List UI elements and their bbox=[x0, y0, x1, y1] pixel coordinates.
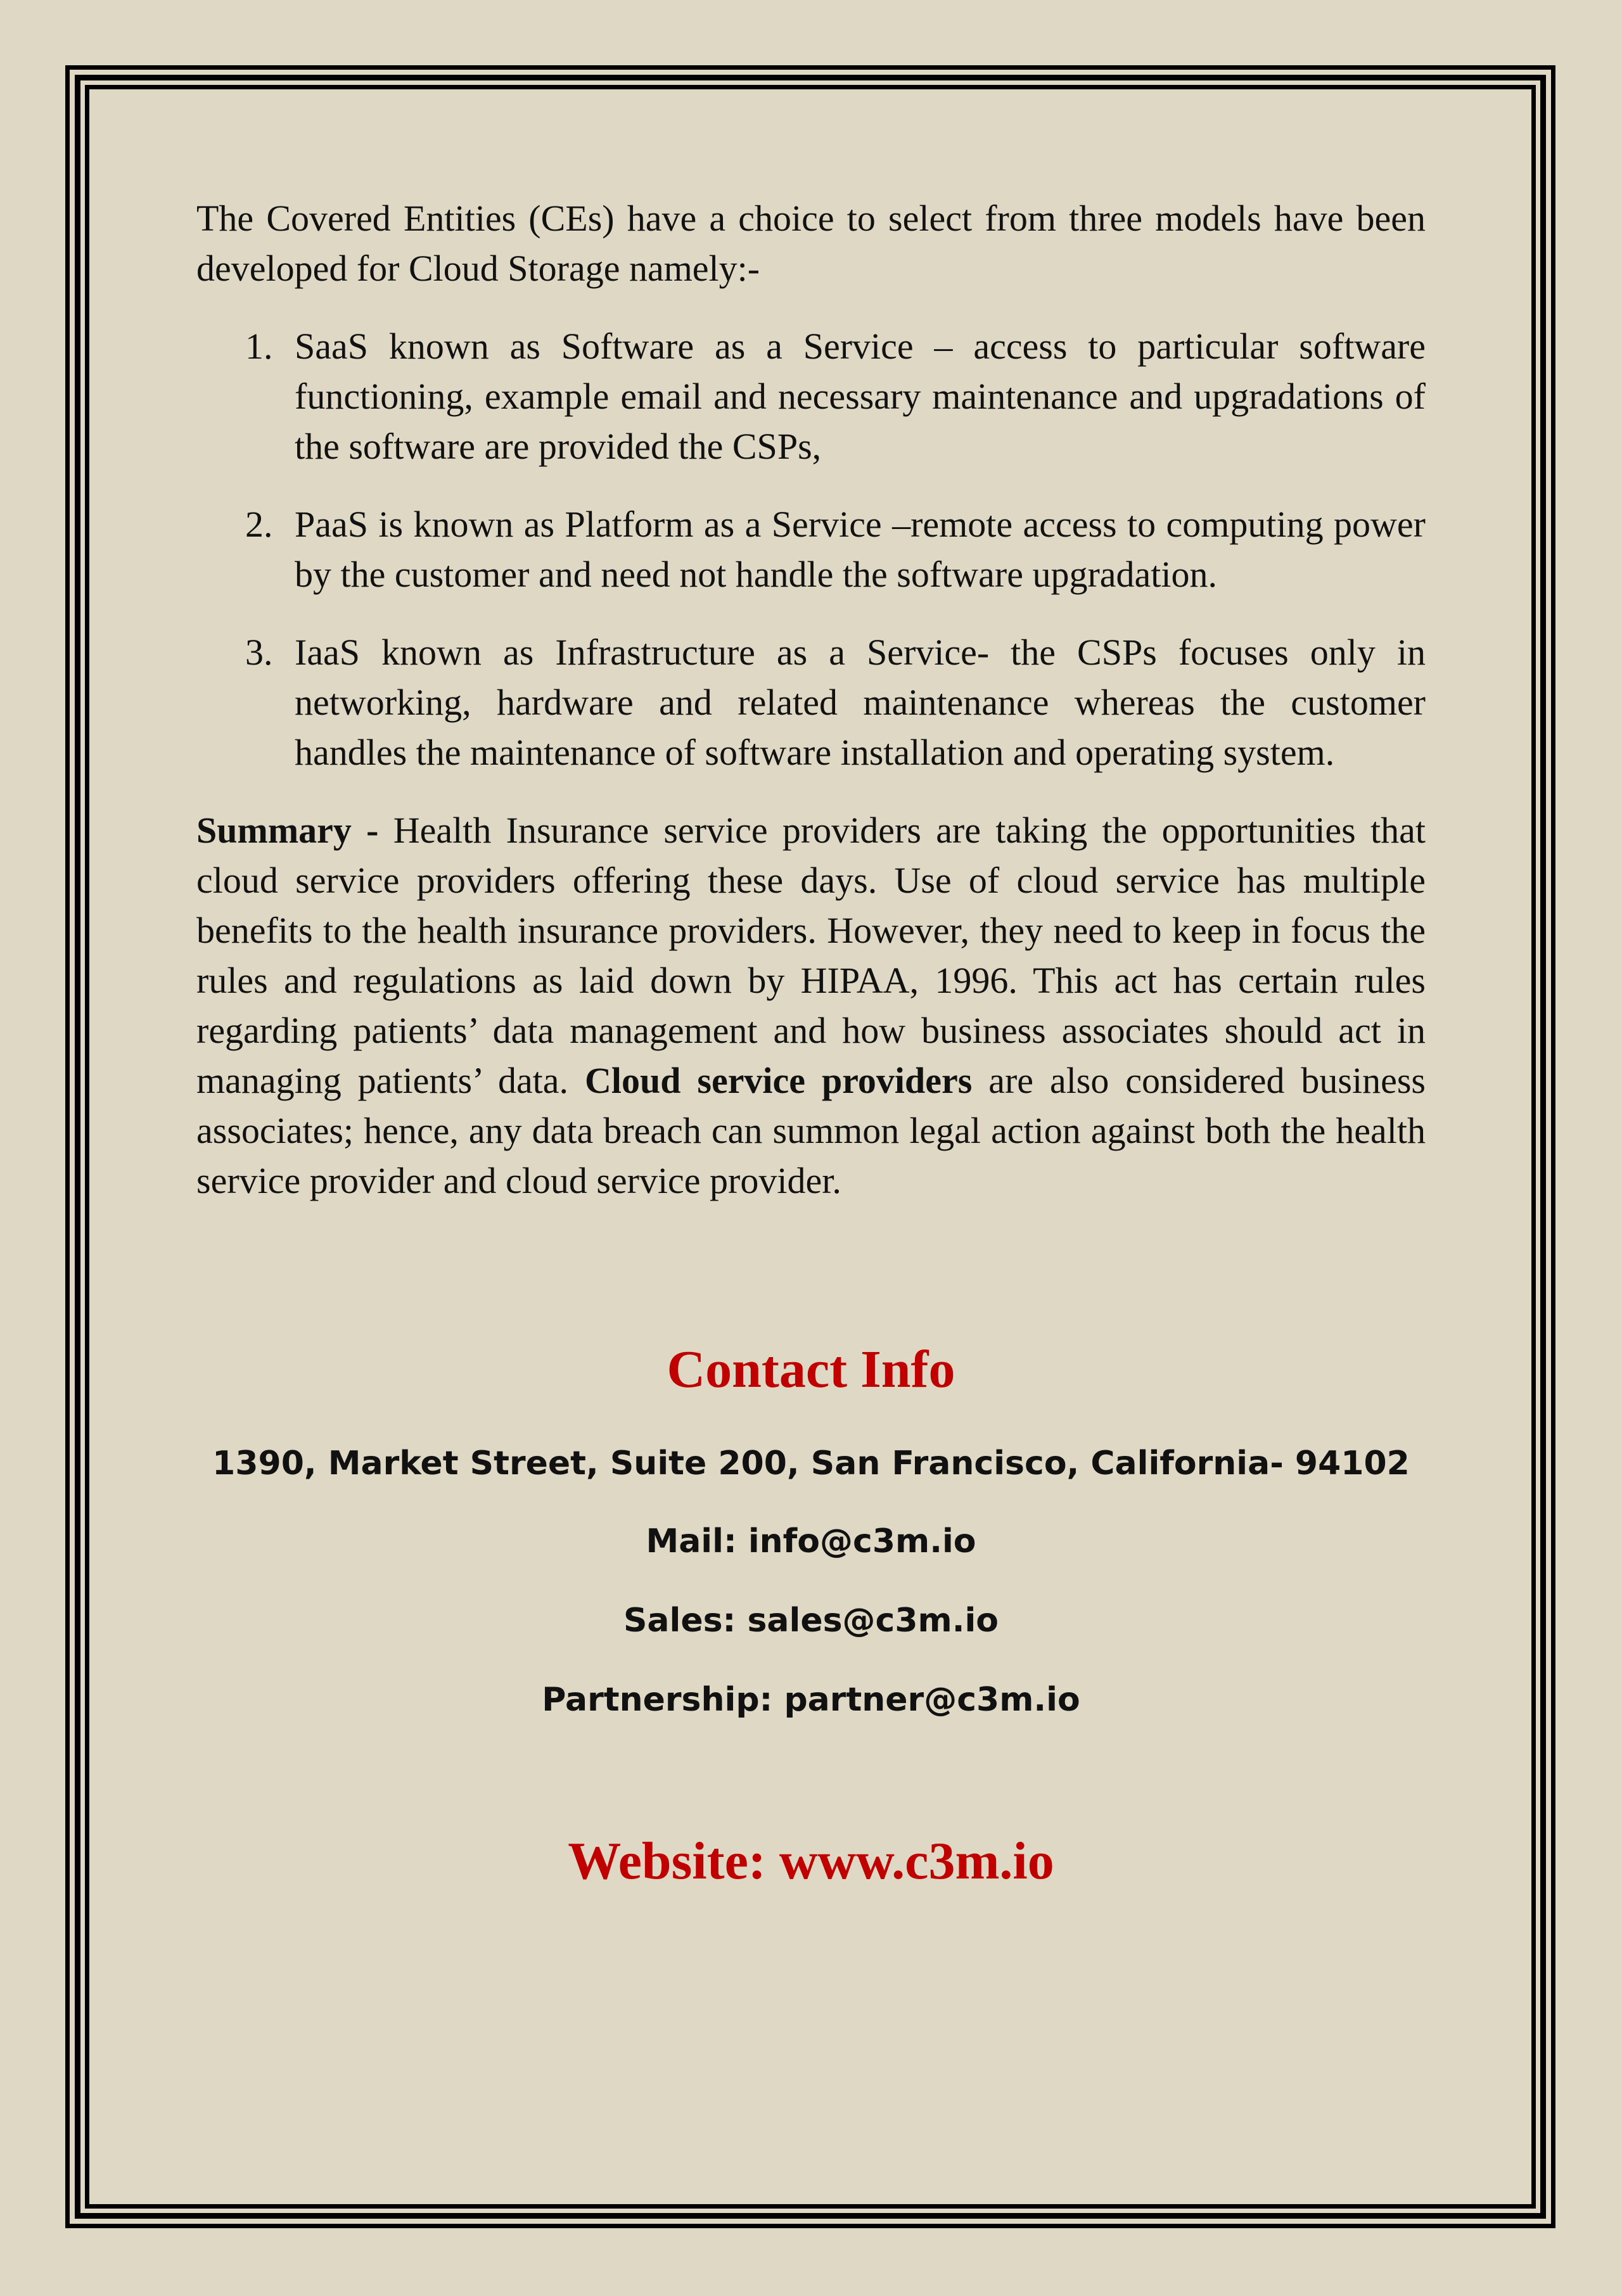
cloud-models-list bbox=[196, 321, 1426, 777]
contact-info-heading: Contact Info bbox=[667, 1340, 955, 1399]
summary-text-part-1: Health Insurance service providers are taking the opportunities that cloud service providers offering these days. Use of cloud service has multiple benefits to the health insurance providers. However, they need to keep in focus the rules and regulations as laid down by HIPAA, 1996. This act has certain rules regarding patients’ data management and how business associates should act in managing patients’ data. bbox=[196, 810, 1426, 1101]
list-item bbox=[196, 499, 1426, 599]
list-item-text: PaaS is known as Platform as a Service –remote access to computing power by the customer and need not handle the software upgradation. bbox=[295, 504, 1426, 595]
summary-bold-phrase: Cloud service providers bbox=[584, 1060, 973, 1101]
list-item-number: 3. bbox=[245, 632, 273, 673]
contact-partnership: Partnership: partner@c3m.io bbox=[542, 1681, 1080, 1719]
list-item-text: SaaS known as Software as a Service – access to particular software functioning, example email and necessary maintenance and upgradations of the software are provided the CSPs, bbox=[295, 326, 1426, 467]
contact-sales: Sales: sales@c3m.io bbox=[623, 1602, 999, 1640]
list-item-text: IaaS known as Infrastructure as a Service- the CSPs focuses only in networking, hardware and related maintenance whereas the customer handles the maintenance of software installation and operating system. bbox=[295, 632, 1426, 773]
document-body bbox=[196, 193, 1426, 1206]
intro-paragraph: The Covered Entities (CEs) have a choice to select from three models have been developed for Cloud Storage namely:- bbox=[196, 198, 1426, 289]
list-item bbox=[196, 321, 1426, 471]
summary-paragraph bbox=[196, 805, 1426, 1206]
contact-address: 1390, Market Street, Suite 200, San Francisco, California- 94102 bbox=[212, 1445, 1410, 1483]
summary-text-part-2: are also considered business associates; hence, any data breach can summon legal action against both the health service provider and cloud service provider. bbox=[196, 1060, 1426, 1201]
summary-label: Summary - bbox=[196, 810, 379, 851]
list-item-number: 1. bbox=[245, 326, 273, 367]
contact-website: Website: www.c3m.io bbox=[568, 1832, 1054, 1891]
contact-mail: Mail: info@c3m.io bbox=[646, 1522, 976, 1560]
list-item bbox=[196, 627, 1426, 777]
list-item-number: 2. bbox=[245, 504, 273, 545]
